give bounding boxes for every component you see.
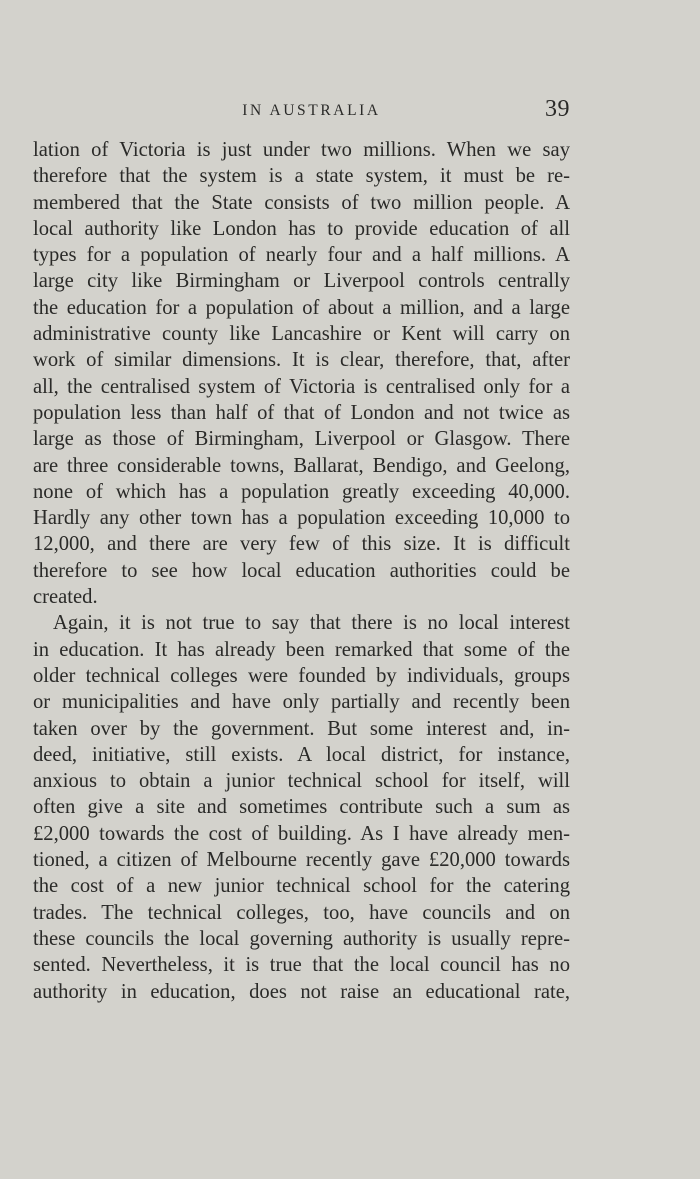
text-line: sented. Nevertheless, it is true that the local council has no [33, 954, 570, 977]
text-line: all, the centralised system of Victoria is centralised only for a [33, 375, 570, 398]
running-title: IN AUSTRALIA [242, 102, 381, 119]
text-line: created. [33, 586, 98, 609]
text-line: are three considerable towns, Ballarat, Bendigo, and Geelong, [33, 454, 570, 477]
text-line: work of similar dimensions. It is clear, therefore, that, after [33, 349, 570, 372]
text-line: taken over by the government. But some interest and, in- [33, 717, 570, 740]
text-line: membered that the State consists of two million people. A [33, 191, 570, 214]
text-line: none of which has a population greatly exceeding 40,000. [33, 480, 570, 503]
text-line: trades. The technical colleges, too, have councils and on [33, 901, 570, 924]
paragraph-1 [33, 137, 570, 610]
text-line: large city like Birmingham or Liverpool controls centrally [33, 270, 570, 293]
running-head [33, 96, 570, 130]
text-line: these councils the local governing authority is usually repre- [33, 927, 570, 950]
text-line: older technical colleges were founded by individuals, groups [33, 664, 570, 687]
paragraph-2 [33, 610, 570, 1004]
text-line: Hardly any other town has a population exceeding 10,000 to [33, 507, 570, 530]
text-line: large as those of Birmingham, Liverpool or Glasgow. There [33, 428, 570, 451]
page-number: 39 [545, 96, 570, 122]
text-line: or municipalities and have only partially and recently been [33, 691, 570, 714]
text-line: local authority like London has to provide education of all [33, 217, 570, 240]
text-line: tioned, a citizen of Melbourne recently gave £20,000 towards [33, 849, 570, 872]
text-line: therefore to see how local education authorities could be [33, 559, 570, 582]
text-line: administrative county like Lancashire or Kent will carry on [33, 323, 570, 346]
text-line: Again, it is not true to say that there is no local interest [53, 612, 570, 635]
text-line: therefore that the system is a state system, it must be re- [33, 165, 570, 188]
text-line: types for a population of nearly four and a half millions. A [33, 244, 570, 267]
text-line: often give a site and sometimes contribute such a sum as [33, 796, 570, 819]
text-line: the education for a population of about a million, and a large [33, 296, 570, 319]
text-line: authority in education, does not raise an educational rate, [33, 980, 570, 1003]
text-line: anxious to obtain a junior technical school for itself, will [33, 770, 570, 793]
text-line: deed, initiative, still exists. A local district, for instance, [33, 743, 570, 766]
text-line: lation of Victoria is just under two millions. When we say [33, 139, 570, 161]
text-line: in education. It has already been remarked that some of the [33, 638, 570, 661]
text-line: the cost of a new junior technical school for the catering [33, 875, 570, 898]
text-line: £2,000 towards the cost of building. As I have already men- [33, 822, 570, 845]
body-text [33, 137, 570, 1005]
text-line: population less than half of that of London and not twice as [33, 401, 570, 424]
text-line: 12,000, and there are very few of this size. It is difficult [33, 533, 570, 556]
